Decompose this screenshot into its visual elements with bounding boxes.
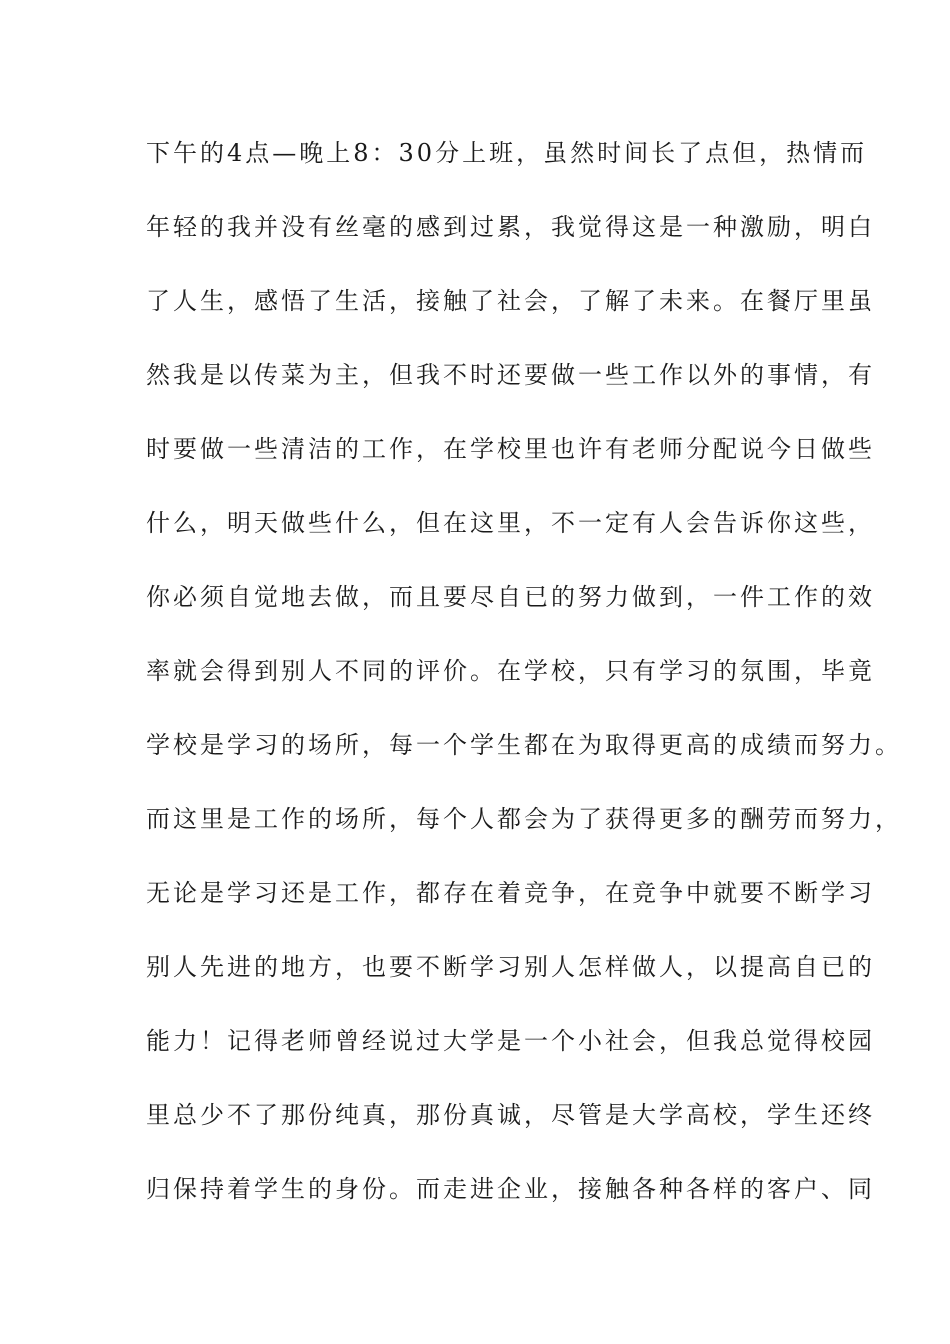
text-line: 里总少不了那份纯真，那份真诚，尽管是大学高校，学生还终 (146, 1101, 875, 1129)
body-text (146, 133, 902, 1243)
text-line: 率就会得到别人不同的评价。在学校，只有学习的氛围，毕竟 (146, 657, 875, 685)
text-line: 了人生，感悟了生活，接触了社会，了解了未来。在餐厅里虽 (146, 287, 875, 315)
text-line: 下午的4点—晚上8：30分上班，虽然时间长了点但，热情而 (146, 139, 868, 167)
text-line: 别人先进的地方，也要不断学习别人怎样做人，以提高自已的 (146, 953, 875, 981)
text-line: 年轻的我并没有丝毫的感到过累，我觉得这是一种激励，明白 (146, 213, 875, 241)
text-line: 然我是以传菜为主，但我不时还要做一些工作以外的事情，有 (146, 361, 875, 389)
text-line: 你必须自觉地去做，而且要尽自已的努力做到，一件工作的效 (146, 583, 875, 611)
text-line: 什么，明天做些什么，但在这里，不一定有人会告诉你这些， (146, 509, 875, 537)
text-line: 而这里是工作的场所，每个人都会为了获得更多的酬劳而努力， (146, 805, 902, 833)
text-line: 无论是学习还是工作，都存在着竞争，在竞争中就要不断学习 (146, 879, 875, 907)
text-line: 能力！记得老师曾经说过大学是一个小社会，但我总觉得校园 (146, 1027, 875, 1055)
text-line: 学校是学习的场所，每一个学生都在为取得更高的成绩而努力。 (146, 731, 902, 759)
text-line: 时要做一些清洁的工作，在学校里也许有老师分配说今日做些 (146, 435, 875, 463)
text-line: 归保持着学生的身份。而走进企业，接触各种各样的客户、同 (146, 1175, 875, 1203)
